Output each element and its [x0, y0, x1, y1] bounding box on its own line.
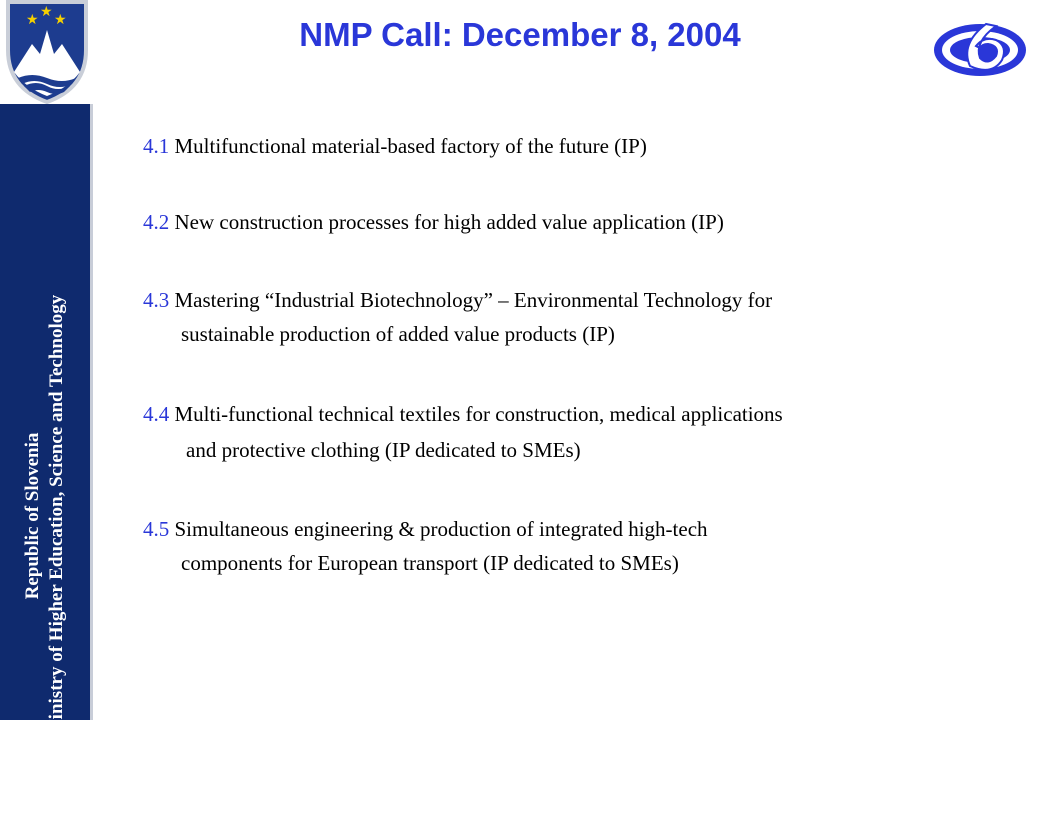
- item-number: 4.1: [143, 134, 170, 158]
- item-text: Mastering “Industrial Biotechnology” – Environmental Technology for: [174, 288, 773, 312]
- item-text: Multifunctional material-based factory of the future (IP): [174, 134, 647, 158]
- list-item-4-5: [143, 510, 708, 548]
- svg-text:★: ★: [54, 12, 67, 28]
- page-title: NMP Call: December 8, 2004: [299, 16, 741, 53]
- svg-text:★: ★: [26, 12, 39, 28]
- list-item-4-2: [143, 203, 724, 241]
- item-continuation: and protective clothing (IP dedicated to SMEs): [186, 438, 581, 462]
- item-text: Simultaneous engineering & production of integrated high-tech: [174, 517, 708, 541]
- item-number: 4.5: [143, 517, 170, 541]
- list-item-4-1: [143, 127, 647, 165]
- item-text: New construction processes for high added value application (IP): [174, 210, 724, 234]
- list-item-4-3: [143, 281, 772, 319]
- svg-text:★: ★: [40, 4, 53, 20]
- sidebar-line-2: Ministry of Higher Education, Science and Technology: [46, 294, 67, 738]
- item-number: 4.3: [143, 288, 170, 312]
- item-number: 4.2: [143, 210, 170, 234]
- item-continuation: components for European transport (IP dedicated to SMEs): [181, 551, 679, 575]
- sidebar-line-1: Republic of Slovenia: [22, 432, 43, 600]
- sidebar-banner: [0, 104, 93, 738]
- sidebar-text: [21, 216, 69, 816]
- list-item-4-4: [143, 395, 783, 433]
- item-number: 4.4: [143, 402, 170, 426]
- item-text: Multi-functional technical textiles for construction, medical applications: [174, 402, 783, 426]
- item-continuation: sustainable production of added value products (IP): [181, 322, 615, 346]
